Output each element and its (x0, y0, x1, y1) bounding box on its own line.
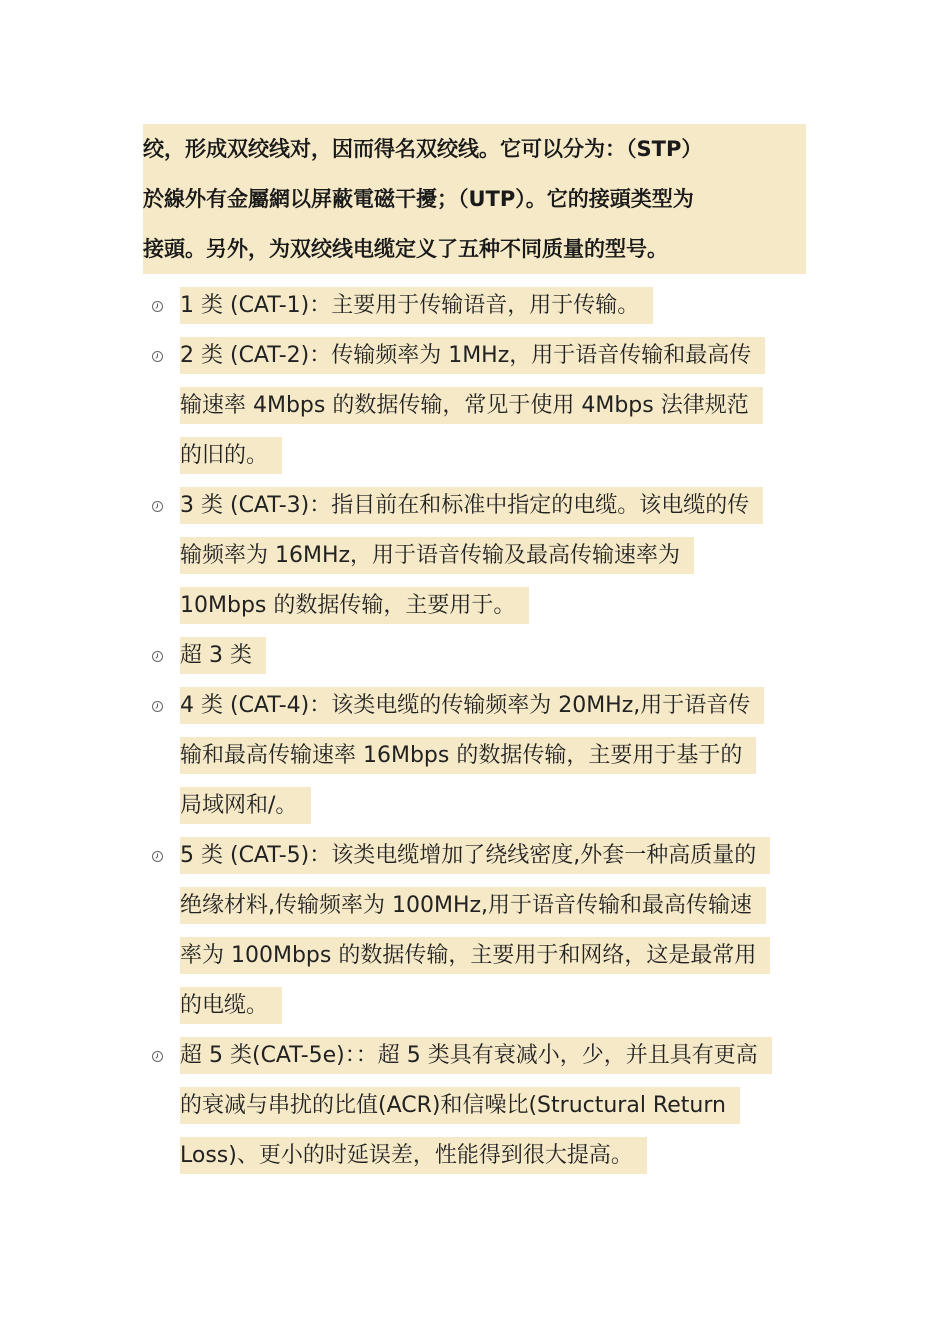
list-item-text: 超 3 类 (180, 637, 266, 674)
list-item-line (180, 431, 282, 481)
list-item-text: 的衰减与串扰的比值(ACR)和信噪比(Structural Return (180, 1087, 740, 1124)
list-item-text: 10Mbps 的数据传输，主要用于。 (180, 587, 529, 624)
list-item-text: 局域网和/。 (180, 787, 311, 824)
list-item-line (180, 781, 311, 831)
list-item-text: 输和最高传输速率 16Mbps 的数据传输，主要用于基于的 (180, 737, 756, 774)
list-item-text: 4 类 (CAT-4)：该类电缆的传输频率为 20MHz,用于语音传 (180, 687, 764, 724)
list-item-line (180, 481, 763, 531)
list-item-text: 2 类 (CAT-2)：传输频率为 1MHz，用于语音传输和最高传 (180, 337, 765, 374)
list-item-line (180, 931, 770, 981)
list-item-text: 3 类 (CAT-3)：指目前在和标准中指定的电缆。该电缆的传 (180, 487, 763, 524)
list-item-line (180, 1131, 647, 1181)
list-item-text: 率为 100Mbps 的数据传输，主要用于和网络，这是最常用 (180, 937, 770, 974)
list-item-line (180, 731, 756, 781)
list-item-text: 5 类 (CAT-5)：该类电缆增加了绕线密度,外套一种高质量的 (180, 837, 770, 874)
intro-line: 接頭。另外，为双绞线电缆定义了五种不同质量的型号。 (143, 237, 668, 261)
list-item-line (180, 1081, 740, 1131)
intro-line: 绞，形成双绞线对，因而得名双绞线。它可以分为：（STP） (143, 137, 703, 161)
circled-clock-icon (151, 300, 164, 313)
intro-paragraph (143, 124, 806, 274)
circled-clock-icon (151, 350, 164, 363)
circled-clock-icon (151, 650, 164, 663)
list-item-line (180, 1031, 772, 1081)
list-item-line (180, 281, 653, 331)
list-item-text: 1 类 (CAT-1)：主要用于传输语音，用于传输。 (180, 287, 653, 324)
circled-clock-icon (151, 500, 164, 513)
circled-clock-icon (151, 700, 164, 713)
list-item-text: 超 5 类(CAT-5e)：：超 5 类具有衰减小，少，并且具有更高 (180, 1037, 772, 1074)
list-item-text: 输频率为 16MHz，用于语音传输及最高传输速率为 (180, 537, 694, 574)
list-item-line (180, 531, 694, 581)
list-item-text: 绝缘材料,传输频率为 100MHz,用于语音传输和最高传输速 (180, 887, 766, 924)
circled-clock-icon (151, 1050, 164, 1063)
list-item-line (180, 681, 764, 731)
list-item-line (180, 881, 766, 931)
intro-line: 於線外有金屬網以屏蔽電磁干擾；（UTP）。它的接頭类型为 (143, 187, 694, 211)
list-item-line (180, 331, 765, 381)
list-item-line (180, 831, 770, 881)
list-item-line (180, 631, 266, 681)
list-item-text: 的旧的。 (180, 437, 282, 474)
circled-clock-icon (151, 850, 164, 863)
list-item-line (180, 981, 282, 1031)
list-item-text: 的电缆。 (180, 987, 282, 1024)
list-item-text: Loss)、更小的时延误差，性能得到很大提高。 (180, 1137, 647, 1174)
list-item-line (180, 581, 529, 631)
list-item-text: 输速率 4Mbps 的数据传输，常见于使用 4Mbps 法律规范 (180, 387, 763, 424)
list-item-line (180, 381, 763, 431)
